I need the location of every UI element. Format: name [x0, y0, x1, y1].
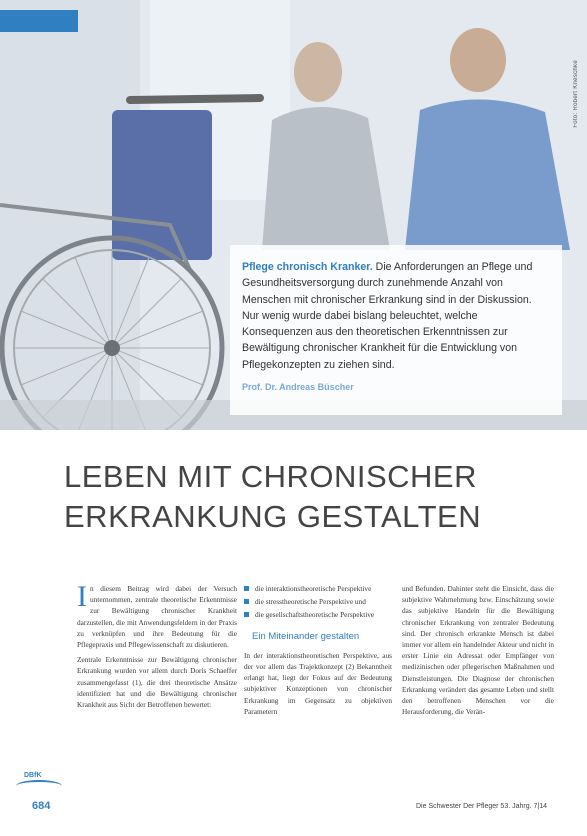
- page-number: 684: [32, 800, 51, 812]
- square-bullet-icon: [244, 599, 249, 604]
- intro-text: Die Anforderungen an Pflege und Gesundheitsversorgung durch zunehmende Anzahl von Menschen mit chronischer Erkrankung sind in der Diskussion. Nur wenig wurde dabei bislang beleuchtet, welche Konsequenzen aus den theoretischen Erkenntnissen zur Bewältigung chronischer Krankheit für die Entwicklung von Pflegekonzepten zu ziehen sind.: [242, 261, 533, 371]
- paragraph: Zentrale Erkenntnisse zur Bewältigung chronischer Erkrankung wurden vor allem durch Doris Schaeffer zusammengefasst (1), die drei theoretische Ansätze identifiziert hat und die Bewältigung chronischer Krankheit aus Sicht der Betroffenen bewertet:: [77, 655, 237, 710]
- headline-line-1: LEBEN MIT CHRONISCHER: [64, 459, 477, 494]
- body-column-3: [402, 583, 554, 721]
- list-item: die interaktionstheoretische Perspektive: [244, 583, 392, 594]
- body-column-2: [244, 583, 392, 721]
- intro-box: [230, 245, 562, 415]
- square-bullet-icon: [244, 586, 249, 591]
- logo-text: DBfK: [24, 772, 42, 779]
- person-body-2: [405, 99, 570, 250]
- author-name: Prof. Dr. Andreas Büscher: [242, 382, 354, 393]
- intro-lead: Pflege chronisch Kranker.: [242, 261, 373, 273]
- section-tab-marker: [0, 10, 78, 32]
- body-column-1: [77, 580, 237, 714]
- section-subheading: Ein Miteinander gestalten: [252, 630, 360, 642]
- journal-reference: Die Schwester Der Pfleger 53. Jahrg. 7|14: [416, 803, 547, 810]
- person-head-2: [450, 28, 506, 92]
- list-item: die stresstheoretische Perspektive und: [244, 596, 392, 607]
- list-item: die gesellschaftstheoretische Perspektive: [244, 609, 392, 620]
- headline-line-2: ERKRANKUNG GESTALTEN: [64, 499, 482, 534]
- perspective-list: [244, 583, 392, 621]
- person-head: [294, 42, 342, 102]
- photo-credit: Foto: Robert Kneschke: [573, 60, 579, 128]
- drop-cap: I: [77, 580, 87, 613]
- paragraph: In der interaktionstheoretischen Perspektive, aus der vor allem das Trajektkonzept (2) Bekanntheit erlangt hat, liegt der Fokus auf der Bedeutung subjektiver Konzeptionen von chronischer Erkrankung im Gegensatz zu objektiven Parametern: [244, 650, 392, 716]
- paragraph: und Befunden. Dahinter steht die Einsicht, dass die subjektive Wahrnehmung bzw. Einschätzung sowie das subjektive Handeln für die Bewältigung chronischer Erkrankung von zentraler Bedeutung sind. Der chronisch erkrankte Mensch ist dabei immer vor allem ein handelnder Akteur und nicht in erster Linie ein Adressat oder Empfänger von medizinischen oder pflegerischen Maßnahmen und Dienstleistungen. Die Diagnose der chronischen Erkrankung verändert das gesamte Leben und stellt den betroffenen Menschen vor die Herausforderung, die Verän-: [402, 584, 554, 717]
- publisher-logo: [16, 770, 64, 792]
- logo-swoosh-icon: [16, 780, 62, 792]
- square-bullet-icon: [244, 612, 249, 617]
- article-headline: [64, 457, 564, 537]
- paragraph: In diesem Beitrag wird dabei der Versuch unternommen, zentrale theoretische Erkenntnisse zur Bewältigung chronischer Krankheit darzustellen, die mit Anwendungsfeldern in der Praxis zu verknüpfen und ihre Bedeutung für die Pflegepraxis und Pflegewissenschaft zu diskutieren.: [77, 580, 237, 650]
